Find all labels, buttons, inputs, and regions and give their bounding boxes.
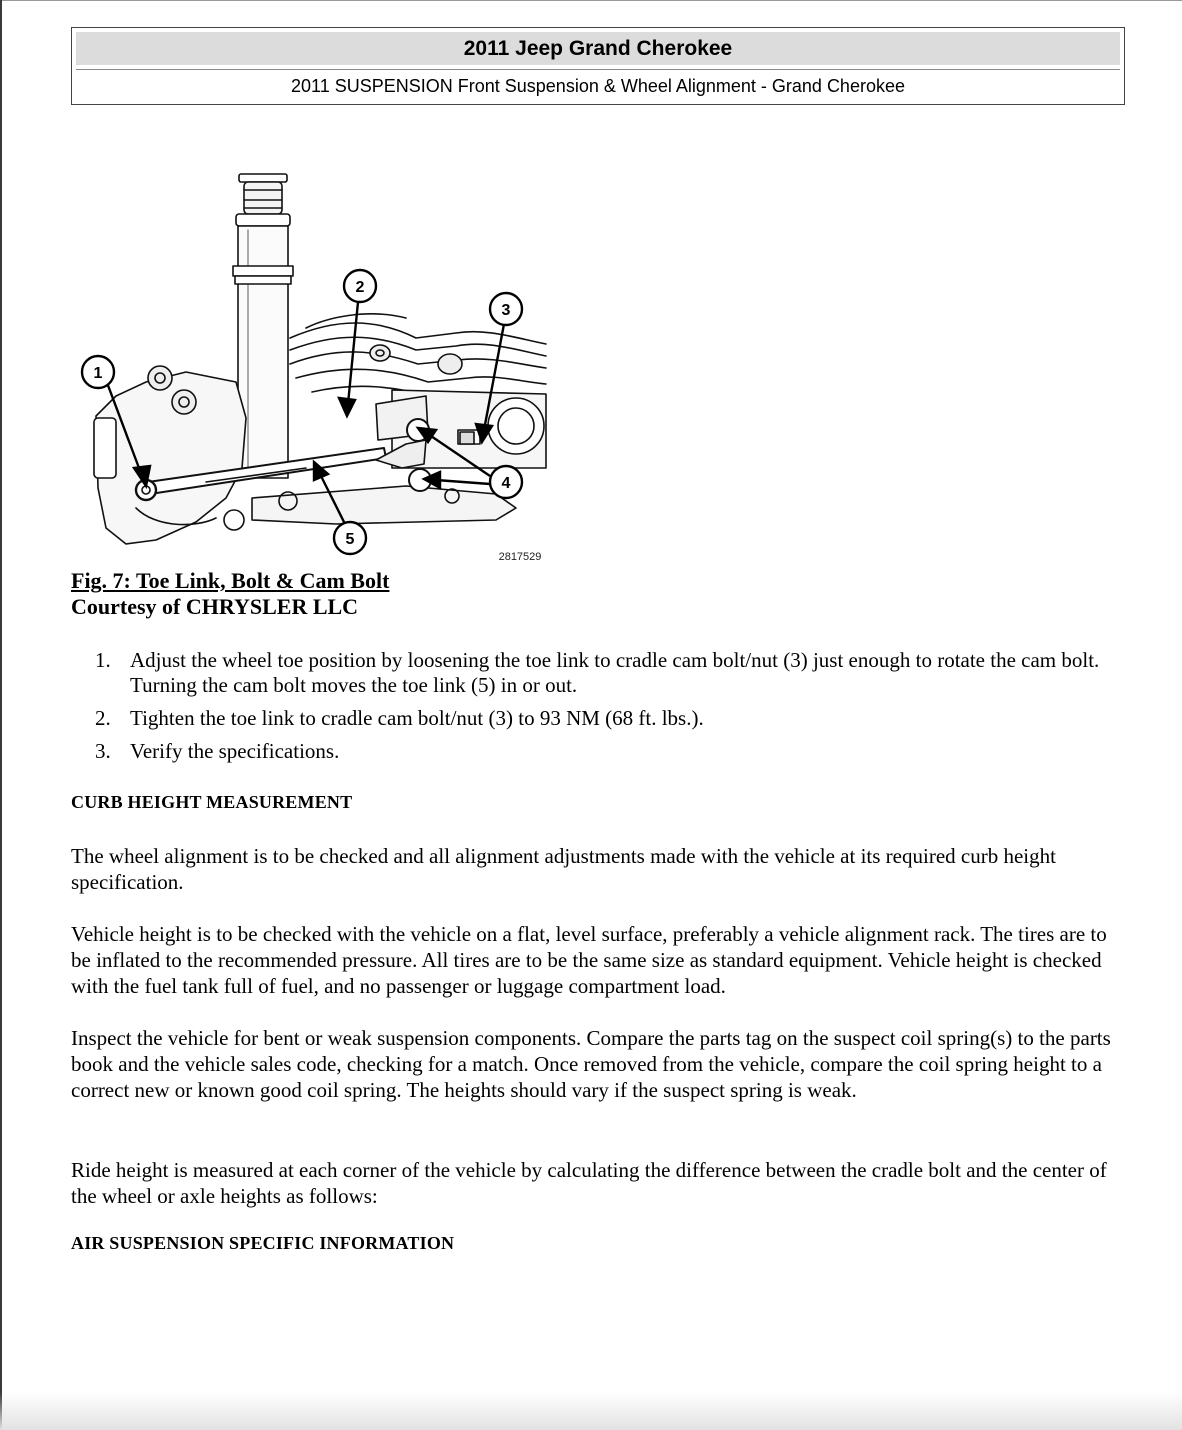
page-top-edge — [0, 0, 1182, 1]
callout-2 — [344, 270, 376, 302]
paragraph: Inspect the vehicle for bent or weak suspension components. Compare the parts tag on the suspect coil spring(s) to the parts book and the vehicle sales code, checking for a match. Once removed from the vehicle, compare the coil spring height to a correct new or known good coil spring. The heights should vary if the suspect spring is weak. — [71, 1026, 1111, 1102]
callout-5 — [334, 522, 366, 554]
callout-1 — [82, 356, 114, 388]
page-left-edge — [0, 0, 2, 1430]
step-number: 3. — [95, 739, 111, 763]
toe-link-illustration — [76, 168, 550, 568]
step-item — [71, 648, 1131, 698]
knuckle-shape — [94, 366, 246, 544]
callout-4-label: 4 — [501, 475, 511, 492]
step-text: Adjust the wheel toe position by loosening the toe link to cradle cam bolt/nut (3) just enough to rotate the cam bolt. Turning the cam bolt moves the toe link (5) in or out. — [130, 648, 1100, 697]
step-number: 1. — [95, 648, 111, 672]
paragraph: Ride height is measured at each corner of the vehicle by calculating the difference between the cradle bolt and the center of the wheel or axle heights as follows: — [71, 1158, 1107, 1208]
callout-3-label: 3 — [501, 302, 511, 319]
suspension-drawing — [76, 168, 550, 568]
callout-2-label: 2 — [355, 279, 365, 296]
callout-3 — [490, 293, 522, 325]
document-header — [71, 27, 1125, 105]
figure-caption: Fig. 7: Toe Link, Bolt & Cam Bolt — [71, 568, 390, 593]
figure-courtesy: Courtesy of CHRYSLER LLC — [71, 594, 359, 619]
air-suspension-heading: AIR SUSPENSION SPECIFIC INFORMATION — [71, 1233, 455, 1253]
step-number: 2. — [95, 706, 111, 730]
paragraph: The wheel alignment is to be checked and all alignment adjustments made with the vehicle at its required curb height specification. — [71, 844, 1056, 894]
step-item — [71, 706, 1131, 731]
upper-arm-shape — [290, 314, 546, 398]
callout-5-label: 5 — [345, 531, 355, 548]
document-subtitle: 2011 SUSPENSION Front Suspension & Wheel Alignment - Grand Cherokee — [76, 69, 1120, 101]
paragraph: Vehicle height is to be checked with the vehicle on a flat, level surface, preferably a vehicle alignment rack. The tires are to be inflated to the recommended pressure. All tires are to be the same size as standard equipment. Vehicle height is checked with the fuel tank full of fuel, and no passenger or luggage compartment load. — [71, 922, 1107, 998]
step-text: Tighten the toe link to cradle cam bolt/nut (3) to 93 NM (68 ft. lbs.). — [130, 706, 704, 730]
callout-4 — [490, 466, 522, 498]
step-text: Verify the specifications. — [130, 739, 340, 763]
figure-image-number: 2817529 — [498, 551, 542, 563]
document-title: 2011 Jeep Grand Cherokee — [76, 32, 1120, 65]
callout-1-label: 1 — [93, 365, 103, 382]
page-bottom-shadow — [0, 1392, 1182, 1430]
procedure-steps — [71, 648, 1131, 772]
curb-height-heading: CURB HEIGHT MEASUREMENT — [71, 792, 353, 812]
step-item — [71, 739, 1131, 764]
